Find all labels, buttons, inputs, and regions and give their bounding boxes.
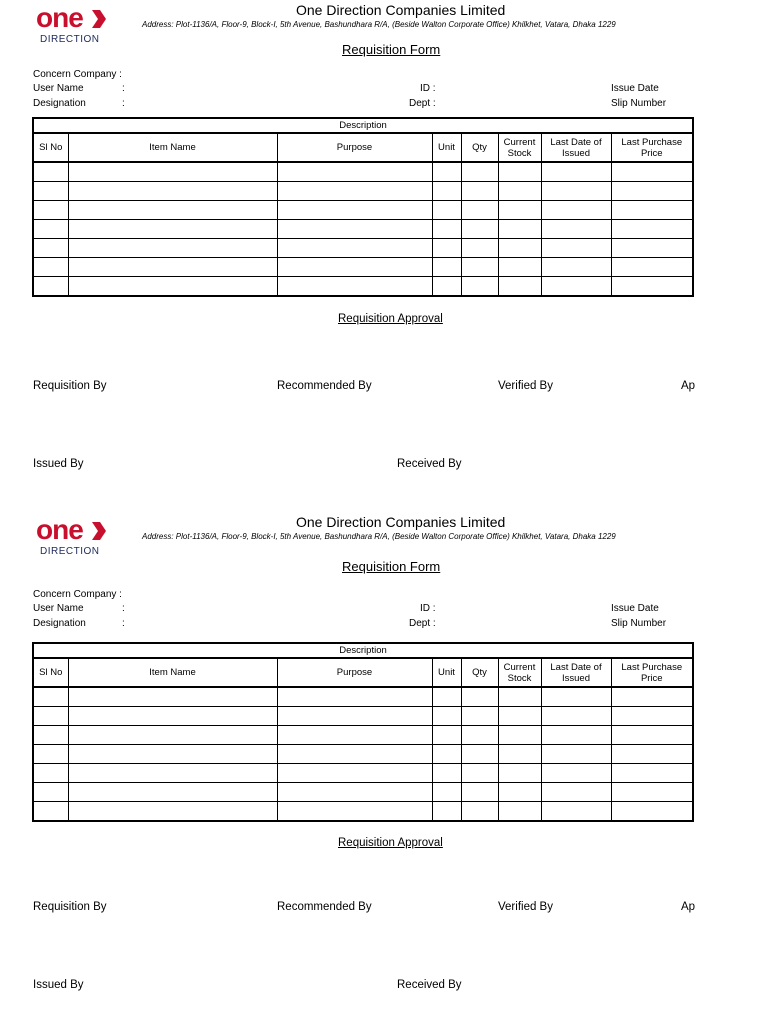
table-cell[interactable] (541, 258, 611, 277)
table-cell[interactable] (33, 182, 68, 201)
table-cell[interactable] (461, 201, 498, 220)
table-cell[interactable] (432, 258, 461, 277)
table-cell[interactable] (277, 201, 432, 220)
column-header-item-name: Item Name (68, 133, 277, 162)
table-cell[interactable] (33, 802, 68, 822)
table-cell[interactable] (33, 277, 68, 297)
logo-subtitle: DIRECTION (40, 546, 100, 557)
table-cell[interactable] (461, 764, 498, 783)
table-cell[interactable] (461, 783, 498, 802)
table-cell[interactable] (33, 220, 68, 239)
table-row (33, 726, 693, 745)
table-cell[interactable] (461, 258, 498, 277)
table-row (33, 201, 693, 220)
table-cell[interactable] (498, 687, 541, 707)
table-cell[interactable] (541, 162, 611, 182)
table-cell[interactable] (541, 802, 611, 822)
items-table-body (33, 162, 693, 296)
concern-company-label: Concern Company : (33, 69, 122, 80)
table-row (33, 277, 693, 297)
requisition-form-1 (0, 0, 768, 512)
table-cell[interactable] (277, 802, 432, 822)
table-cell[interactable] (432, 687, 461, 707)
table-cell[interactable] (68, 182, 277, 201)
logo-wordmark: one (36, 2, 83, 33)
table-cell[interactable] (432, 182, 461, 201)
table-cell[interactable] (432, 277, 461, 297)
table-cell[interactable] (461, 707, 498, 726)
designation-label: Designation (33, 618, 86, 629)
column-header-current-stock: Current Stock (498, 658, 541, 687)
table-cell[interactable] (33, 258, 68, 277)
table-cell[interactable] (541, 201, 611, 220)
table-cell[interactable] (541, 783, 611, 802)
table-cell[interactable] (68, 707, 277, 726)
designation-colon: : (122, 98, 125, 109)
table-cell[interactable] (277, 277, 432, 297)
table-cell[interactable] (68, 201, 277, 220)
table-cell[interactable] (33, 201, 68, 220)
table-cell[interactable] (33, 162, 68, 182)
table-cell[interactable] (498, 783, 541, 802)
table-cell[interactable] (432, 745, 461, 764)
designation-label: Designation (33, 98, 86, 109)
designation-colon: : (122, 618, 125, 629)
user-name-colon: : (122, 83, 125, 94)
requisition-form-2 (0, 516, 768, 1028)
user-name-label: User Name (33, 83, 84, 94)
issue-date-label: Issue Date (611, 83, 659, 94)
column-header-qty: Qty (461, 133, 498, 162)
table-cell[interactable] (498, 239, 541, 258)
column-header-last-date-issued: Last Date of Issued (541, 133, 611, 162)
table-cell[interactable] (432, 802, 461, 822)
received-by-label: Received By (397, 979, 462, 991)
form-title: Requisition Form (342, 42, 441, 57)
table-cell[interactable] (33, 783, 68, 802)
table-cell[interactable] (611, 220, 693, 239)
recommended-by-label: Recommended By (277, 380, 372, 392)
table-cell[interactable] (541, 277, 611, 297)
column-header-qty: Qty (461, 658, 498, 687)
table-cell[interactable] (68, 277, 277, 297)
issued-by-label: Issued By (33, 458, 84, 470)
column-header-sl-no: Sl No (33, 658, 68, 687)
table-cell[interactable] (611, 258, 693, 277)
table-cell[interactable] (277, 764, 432, 783)
slip-number-label: Slip Number (611, 98, 667, 109)
table-cell[interactable] (461, 162, 498, 182)
table-cell[interactable] (611, 745, 693, 764)
table-cell[interactable] (432, 764, 461, 783)
table-cell[interactable] (68, 783, 277, 802)
logo-chevron-icon (92, 522, 106, 540)
table-cell[interactable] (33, 687, 68, 707)
description-header: Description (33, 643, 693, 658)
table-row (33, 258, 693, 277)
table-cell[interactable] (461, 745, 498, 764)
table-cell[interactable] (541, 239, 611, 258)
table-cell[interactable] (33, 239, 68, 258)
table-cell[interactable] (498, 220, 541, 239)
table-cell[interactable] (498, 726, 541, 745)
company-logo (36, 514, 116, 562)
table-row (33, 745, 693, 764)
table-cell[interactable] (541, 707, 611, 726)
table-cell[interactable] (68, 162, 277, 182)
issue-date-label: Issue Date (611, 603, 659, 614)
company-name: One Direction Companies Limited (296, 2, 506, 18)
table-cell[interactable] (611, 201, 693, 220)
table-cell[interactable] (498, 162, 541, 182)
company-logo (36, 2, 116, 50)
table-row (33, 783, 693, 802)
table-cell[interactable] (68, 239, 277, 258)
table-cell[interactable] (498, 258, 541, 277)
user-name-label: User Name (33, 603, 84, 614)
table-cell[interactable] (541, 220, 611, 239)
table-cell[interactable] (68, 258, 277, 277)
id-label: ID : (420, 603, 436, 614)
table-row (33, 162, 693, 182)
table-cell[interactable] (498, 764, 541, 783)
table-row (33, 707, 693, 726)
logo-wordmark: one (36, 514, 83, 545)
table-cell[interactable] (611, 162, 693, 182)
table-cell[interactable] (461, 182, 498, 201)
table-cell[interactable] (498, 277, 541, 297)
company-address: Address: Plot-1136/A, Floor-9, Block-I, 5th Avenue, Bashundhara R/A, (Beside Walton Corporate Office) Khilkhet, Vatara, Dhaka 1229 (142, 20, 616, 29)
column-header-unit: Unit (432, 658, 461, 687)
column-header-current-stock: Current Stock (498, 133, 541, 162)
table-cell[interactable] (277, 726, 432, 745)
column-header-last-date-issued: Last Date of Issued (541, 658, 611, 687)
table-row (33, 802, 693, 822)
table-cell[interactable] (68, 745, 277, 764)
table-cell[interactable] (277, 258, 432, 277)
table-cell[interactable] (498, 707, 541, 726)
table-cell[interactable] (541, 726, 611, 745)
table-cell[interactable] (498, 201, 541, 220)
table-row (33, 687, 693, 707)
verified-by-label: Verified By (498, 380, 553, 392)
received-by-label: Received By (397, 458, 462, 470)
column-header-purpose: Purpose (277, 133, 432, 162)
table-cell[interactable] (461, 802, 498, 822)
table-cell[interactable] (498, 182, 541, 201)
table-cell[interactable] (432, 239, 461, 258)
table-cell[interactable] (461, 726, 498, 745)
requisition-approval-title: Requisition Approval (338, 837, 443, 849)
table-cell[interactable] (277, 182, 432, 201)
table-cell[interactable] (498, 745, 541, 764)
requisition-by-label: Requisition By (33, 901, 107, 913)
table-cell[interactable] (498, 802, 541, 822)
table-cell[interactable] (68, 220, 277, 239)
table-cell[interactable] (68, 726, 277, 745)
column-header-item-name: Item Name (68, 658, 277, 687)
table-cell[interactable] (461, 239, 498, 258)
table-cell[interactable] (68, 764, 277, 783)
approved-by-label: Ap (681, 380, 696, 392)
logo-subtitle: DIRECTION (40, 34, 100, 45)
company-name: One Direction Companies Limited (296, 514, 506, 530)
table-cell[interactable] (432, 707, 461, 726)
company-address: Address: Plot-1136/A, Floor-9, Block-I, 5th Avenue, Bashundhara R/A, (Beside Walton Corporate Office) Khilkhet, Vatara, Dhaka 1229 (142, 532, 616, 541)
requisition-by-label: Requisition By (33, 380, 107, 392)
table-cell[interactable] (277, 239, 432, 258)
table-cell[interactable] (432, 162, 461, 182)
table-row (33, 764, 693, 783)
id-label: ID : (420, 83, 436, 94)
table-cell[interactable] (68, 802, 277, 822)
table-cell[interactable] (611, 239, 693, 258)
verified-by-label: Verified By (498, 901, 553, 913)
table-cell[interactable] (541, 764, 611, 783)
table-cell[interactable] (277, 707, 432, 726)
items-table-body (33, 687, 693, 821)
table-row (33, 239, 693, 258)
table-cell[interactable] (461, 687, 498, 707)
table-cell[interactable] (277, 220, 432, 239)
table-cell[interactable] (611, 182, 693, 201)
dept-label: Dept : (409, 98, 436, 109)
table-row (33, 220, 693, 239)
table-cell[interactable] (611, 707, 693, 726)
table-row (33, 182, 693, 201)
logo-chevron-icon (92, 10, 106, 28)
table-cell[interactable] (68, 687, 277, 707)
concern-company-label: Concern Company : (33, 589, 122, 600)
table-cell[interactable] (541, 745, 611, 764)
table-cell[interactable] (432, 783, 461, 802)
column-header-unit: Unit (432, 133, 461, 162)
column-header-sl-no: Sl No (33, 133, 68, 162)
table-cell[interactable] (611, 726, 693, 745)
form-title: Requisition Form (342, 559, 441, 574)
table-cell[interactable] (432, 201, 461, 220)
table-cell[interactable] (432, 726, 461, 745)
table-cell[interactable] (461, 220, 498, 239)
requisition-approval-title: Requisition Approval (338, 313, 443, 325)
dept-label: Dept : (409, 618, 436, 629)
description-header: Description (33, 118, 693, 133)
table-cell[interactable] (277, 783, 432, 802)
table-cell[interactable] (541, 182, 611, 201)
table-cell[interactable] (432, 220, 461, 239)
table-cell[interactable] (611, 764, 693, 783)
column-header-last-purchase-price: Last Purchase Price (611, 133, 693, 162)
table-cell[interactable] (277, 745, 432, 764)
issued-by-label: Issued By (33, 979, 84, 991)
approved-by-label: Ap (681, 901, 696, 913)
table-cell[interactable] (611, 802, 693, 822)
table-cell[interactable] (277, 687, 432, 707)
table-cell[interactable] (33, 764, 68, 783)
table-cell[interactable] (611, 783, 693, 802)
table-cell[interactable] (611, 277, 693, 297)
table-cell[interactable] (33, 726, 68, 745)
table-cell[interactable] (461, 277, 498, 297)
table-cell[interactable] (611, 687, 693, 707)
items-table (32, 117, 694, 297)
user-name-colon: : (122, 603, 125, 614)
items-table (32, 642, 694, 822)
recommended-by-label: Recommended By (277, 901, 372, 913)
table-cell[interactable] (277, 162, 432, 182)
column-header-purpose: Purpose (277, 658, 432, 687)
table-cell[interactable] (33, 707, 68, 726)
table-cell[interactable] (541, 687, 611, 707)
slip-number-label: Slip Number (611, 618, 667, 629)
table-cell[interactable] (33, 745, 68, 764)
column-header-last-purchase-price: Last Purchase Price (611, 658, 693, 687)
